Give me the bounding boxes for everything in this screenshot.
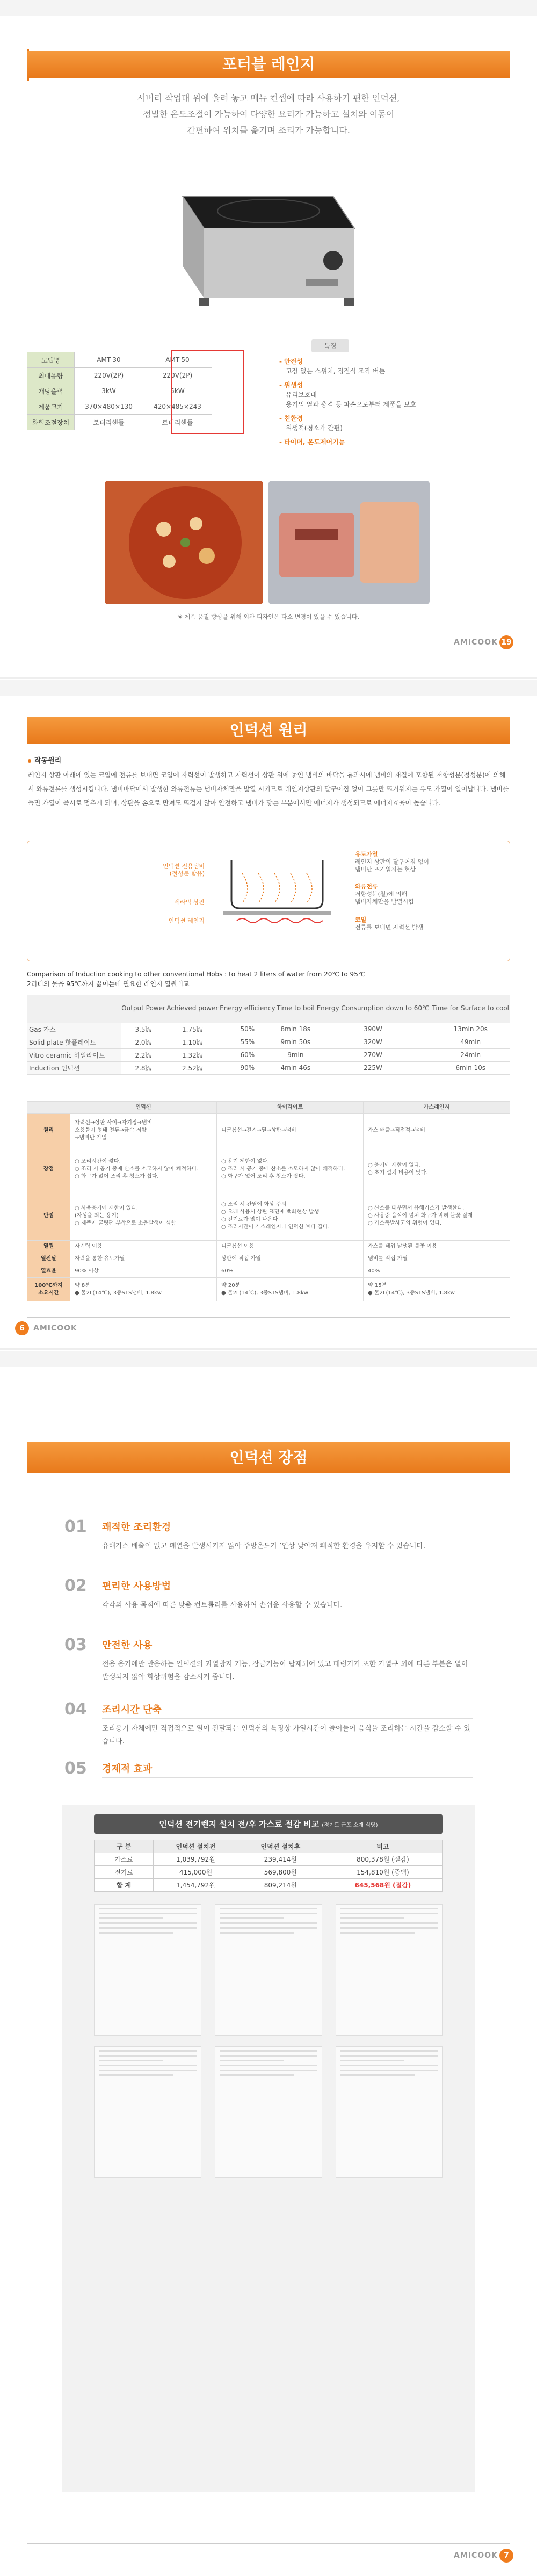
advantage-title: 안전한 사용 xyxy=(102,1640,153,1651)
advantage-title: 쾌적한 조리환경 xyxy=(102,1522,171,1533)
label-ceramic: 세라믹 상판 xyxy=(174,899,205,906)
comparison-detail-table xyxy=(27,1101,510,1301)
col-header: 인덕션 설치전 xyxy=(154,1840,238,1853)
label-induction-heating xyxy=(355,851,484,873)
advantage-item xyxy=(64,1759,473,1786)
spec-label: 최대용량 xyxy=(27,368,75,383)
advantage-item xyxy=(64,1700,473,1759)
spec-cell: 로터리핸들 xyxy=(143,415,212,430)
induction-diagram xyxy=(27,841,510,961)
advantage-body: 각각의 사용 목적에 따른 맞춤 컨트롤러를 사용하여 손쉬운 사용할 수 있습니다. xyxy=(102,1601,343,1609)
label-desc: 레인지 상판의 달구어짐 없이 냄비만 뜨거워지는 현상 xyxy=(355,858,430,873)
brand-logo: AMICOOK xyxy=(454,638,498,647)
row-label: 장점 xyxy=(27,1147,70,1191)
col-header: 인덕션 설치후 xyxy=(238,1840,323,1853)
feature-desc: 유리보호대 xyxy=(286,391,317,399)
table-row xyxy=(27,1114,510,1147)
table-row xyxy=(27,1036,510,1048)
advantage-body: 유해가스 배출이 없고 폐열을 발생시키지 않아 주방온도가 ’인상 낮아져 쾌적한 환경을 유지할 수 있습니다. xyxy=(102,1542,425,1550)
feature-title: - 안전성 xyxy=(279,358,303,365)
receipt-image xyxy=(94,2046,201,2178)
cell: ○ 용기에 제한이 없다. ○ 초기 설치 비용이 낮다. xyxy=(364,1147,510,1191)
spec-cell: 370×480×130 xyxy=(75,399,143,415)
col-header: 하이라이트 xyxy=(217,1102,364,1114)
section-title: 작동원리 xyxy=(34,757,62,765)
spec-cell: 로터리핸들 xyxy=(75,415,143,430)
table-row xyxy=(27,1191,510,1241)
savings-note: (경기도 군포 소재 식당) xyxy=(322,1822,378,1828)
cell: 60% xyxy=(217,1265,364,1278)
cell: 약 15분 ● 물2L(14℃), 3중STS냄비, 1.8kw xyxy=(364,1278,510,1301)
cell: 809,214원 xyxy=(238,1879,323,1892)
cell: 60% xyxy=(219,1048,276,1061)
cell: 40% xyxy=(364,1265,510,1278)
advantages-list xyxy=(64,1517,473,1786)
feature-item xyxy=(279,357,505,376)
label-title: 유도가열 xyxy=(355,851,378,858)
cell: 13min 20s xyxy=(431,1023,510,1036)
advantage-number: 02 xyxy=(64,1576,87,1595)
page-separator xyxy=(0,1348,537,1350)
cell: 전기료 xyxy=(95,1866,154,1879)
cell: 239,414원 xyxy=(238,1853,323,1866)
savings-table xyxy=(94,1840,443,1892)
row-label: 원리 xyxy=(27,1114,70,1147)
row-label: 열전달 xyxy=(27,1253,70,1265)
intro-line: 정밀한 온도조절이 가능하여 다양한 요리가 가능하고 설치와 이동이 xyxy=(142,109,395,119)
table-header-row xyxy=(27,1102,510,1114)
label-desc: 전류를 보내면 자력선 발생 xyxy=(355,924,424,931)
advantage-title: 경제적 효과 xyxy=(102,1763,153,1775)
brand-logo: AMICOOK xyxy=(454,2551,498,2560)
advantage-item xyxy=(64,1636,473,1700)
spec-cell: 3kW xyxy=(75,383,143,399)
page-number: 19 xyxy=(499,635,513,649)
spec-cell: 420×485×243 xyxy=(143,399,212,415)
table-row xyxy=(27,1278,510,1301)
spec-cell: AMT-30 xyxy=(75,352,143,368)
cell: 자력을 통한 유도가열 xyxy=(70,1253,217,1265)
col-header: 인덕션 xyxy=(70,1102,217,1114)
table-row xyxy=(27,1241,510,1253)
cell: 합 계 xyxy=(95,1879,154,1892)
feature-desc: 용기의 열과 충격 등 파손으로부터 제품을 보호 xyxy=(286,401,417,408)
cell: Gas 가스 xyxy=(27,1023,121,1036)
footer-line xyxy=(27,2543,510,2544)
advantage-number: 01 xyxy=(64,1517,87,1536)
cell: 320W xyxy=(315,1036,431,1048)
cell: 90% xyxy=(219,1061,276,1074)
cell: 2.2㎾ xyxy=(121,1048,166,1061)
label-title: 코일 xyxy=(355,916,367,923)
divider xyxy=(102,1718,473,1719)
cell: 390W xyxy=(315,1023,431,1036)
intro-text xyxy=(64,90,473,139)
cell: 9min 50s xyxy=(276,1036,315,1048)
page-title: 인덕션 장점 xyxy=(27,1442,510,1473)
cell: ○ 용기 제한이 없다. ○ 조리 시 공기 중에 산소를 소모하지 않아 쾌적하다. ○ 화구가 없어 조리 후 청소가 쉽다. xyxy=(217,1147,364,1191)
cell: 가스를 태워 발생된 불꽃 이용 xyxy=(364,1241,510,1253)
cell: 225W xyxy=(315,1061,431,1074)
page-title: 인덕션 원리 xyxy=(27,717,510,744)
page-title: 포터블 레인지 xyxy=(27,51,510,78)
cell: 800,378원 (절감) xyxy=(323,1853,442,1866)
advantage-number: 04 xyxy=(64,1700,87,1719)
cell: Solid plate 핫플레이트 xyxy=(27,1036,121,1048)
cell: 가스료 xyxy=(95,1853,154,1866)
spec-label: 개당출력 xyxy=(27,383,75,399)
row-label: 열효율 xyxy=(27,1265,70,1278)
cell: 상판에 직접 가열 xyxy=(217,1253,364,1265)
label-range: 인덕션 레인지 xyxy=(168,917,205,924)
table-row xyxy=(95,1866,443,1879)
cell: ○ 사용용기에 제한이 있다. (자성을 띄는 용기) ○ 제품에 쿨링팬 부착으로 소음발생이 심함 xyxy=(70,1191,217,1241)
feature-desc: 고장 없는 스위치, 정전식 조작 버튼 xyxy=(286,367,386,375)
pot-diagram-icon xyxy=(221,852,333,932)
cell: 니크롬선 이용 xyxy=(217,1241,364,1253)
cell: 90% 이상 xyxy=(70,1265,217,1278)
cell: 가스 배출→직접적→냄비 xyxy=(364,1114,510,1147)
cell: 1.75㎾ xyxy=(166,1023,219,1036)
cell: 약 20분 ● 물2L(14℃), 3중STS냄비, 1.8kw xyxy=(217,1278,364,1301)
spec-cell: 220V(2P) xyxy=(75,368,143,383)
advantage-body: 전용 용기에만 반응하는 인덕션의 과열방지 기능, 잠금기능이 탑재되어 있고 데렁기기 또한 가열구 외에 다른 부분은 열이 발생되지 않아 화상위험을 감소시켜 줍니다. xyxy=(102,1660,468,1681)
cell: 49min xyxy=(431,1036,510,1048)
cell: 8min 18s xyxy=(276,1023,315,1036)
label-desc: 저항성분(철)에 의해 냄비자체만을 발열시킴 xyxy=(355,891,414,905)
cell: 270W xyxy=(315,1048,431,1061)
advantage-title: 편리한 사용방법 xyxy=(102,1581,171,1592)
cell: 1,039,792원 xyxy=(154,1853,238,1866)
cell: 645,568원 (절감) xyxy=(323,1879,442,1892)
cell: 자기력 이용 xyxy=(70,1241,217,1253)
cell: 2.0㎾ xyxy=(121,1036,166,1048)
cell: 569,800원 xyxy=(238,1866,323,1879)
divider xyxy=(102,1777,473,1778)
label-title: 와류전류 xyxy=(355,883,378,890)
table-row xyxy=(27,1147,510,1191)
receipt-image xyxy=(336,2046,443,2178)
savings-title xyxy=(94,1814,443,1834)
feature-desc: 위생적(청소가 간편) xyxy=(286,424,343,432)
cell: 415,000원 xyxy=(154,1866,238,1879)
col-header: 가스레인지 xyxy=(364,1102,510,1114)
cell: 1,454,792원 xyxy=(154,1879,238,1892)
label-coil xyxy=(355,916,484,931)
col-header: 비고 xyxy=(323,1840,442,1853)
cell: 3.5㎾ xyxy=(121,1023,166,1036)
cell: 55% xyxy=(219,1036,276,1048)
feature-title: - 위생성 xyxy=(279,381,303,389)
cell: 1.32㎾ xyxy=(166,1048,219,1061)
cell: 약 8분 ● 물2L(14℃), 3중STS냄비, 1.8kw xyxy=(70,1278,217,1301)
cell: 4min 46s xyxy=(276,1061,315,1074)
cell: 니크롬선→전기→열→상판→냄비 xyxy=(217,1114,364,1147)
table-row xyxy=(27,1253,510,1265)
highlight-box xyxy=(171,350,244,434)
label-pot: 인덕션 전용냄비 (철성분 함유) xyxy=(163,863,205,877)
receipt-image xyxy=(215,1904,322,2036)
label-eddy-current xyxy=(355,883,484,906)
portable-range-image xyxy=(161,148,365,320)
spec-label: 제품크기 xyxy=(27,399,75,415)
food-image-vacuum xyxy=(268,481,430,604)
table-row xyxy=(27,1023,510,1036)
page-header-strip xyxy=(0,1351,537,1367)
spec-label: 화력조절장치 xyxy=(27,415,75,430)
caption-en: Comparison of Induction cooking to other conventional Hobs : to heat 2 liters of water from 20℃ to 95℃ xyxy=(27,971,366,978)
advantage-title: 조리시간 단축 xyxy=(102,1704,162,1716)
table-row xyxy=(27,1048,510,1061)
col-header: Energy Consumption down to 60℃ xyxy=(315,995,431,1023)
cell: 자력선→상판 사이→자기장→냄비 소용돌이 형태 전류→금속 저항 →냄비만 가열 xyxy=(70,1114,217,1147)
principle-text: 레인지 상판 아래에 있는 코일에 전류를 보내면 코일에 자력선이 발생하고 자력선이 상판 위에 놓인 냄비의 바닥을 통과시에 냄비의 재질에 포함된 저항성분(철성분)에 의해서 와류전류를 생성시킵니다. 냄비바닥에서 발생한 와류전류는 냄비자체만을 발열 시키므로 레인지상판의 달구어짐 없이 그릇만 뜨거워지는 유도 가열이 일어납니다. 냄비를 들면 가열이 즉시로 멈추게 되며, 상판을 손으로 만져도 뜨겁지 않아 안전하고 냄비가 닿는 부분에서만 에너지가 생성되므로 에너지효율이 높습니다. xyxy=(28,771,509,807)
savings-title-text: 인덕션 전기렌지 설치 전/후 가스료 절감 비교 xyxy=(159,1819,320,1829)
intro-line: 간편하여 위치를 옮기며 조리가 가능합니다. xyxy=(187,125,350,135)
col-header xyxy=(27,995,121,1023)
feature-item xyxy=(279,380,505,409)
intro-line: 서버리 작업대 위에 올려 놓고 메뉴 컨셉에 따라 사용하기 편한 인덕션, xyxy=(137,93,400,103)
bullet-icon xyxy=(28,759,31,763)
cell: 2.52㎾ xyxy=(166,1061,219,1074)
row-label: 100℃까지 소요시간 xyxy=(27,1278,70,1301)
page-number: 6 xyxy=(15,1321,29,1335)
feature-title: - 친환경 xyxy=(279,415,303,422)
table-header-row xyxy=(95,1840,443,1853)
row-label: 열원 xyxy=(27,1241,70,1253)
spec-label: 모델명 xyxy=(27,352,75,368)
cell: ○ 조리시간이 짧다. ○ 조리 시 공기 중에 산소를 소모하지 않아 쾌적하다. ○ 화구가 없어 조리 후 청소가 쉽다. xyxy=(70,1147,217,1191)
caption-ko: 2리터의 물을 95℃까지 끓이는데 필요한 레인지 열원비교 xyxy=(27,980,190,988)
section-heading xyxy=(28,755,61,765)
cell: 24min xyxy=(431,1048,510,1061)
advantage-item xyxy=(64,1517,473,1576)
cell: 1.10㎾ xyxy=(166,1036,219,1048)
feature-item xyxy=(279,414,505,433)
table-header-row xyxy=(27,995,510,1023)
features-list xyxy=(279,357,505,447)
footer-line xyxy=(27,1317,510,1318)
advantage-item xyxy=(64,1576,473,1636)
cell: Vitro ceramic 하일라이트 xyxy=(27,1048,121,1061)
col-header: 구 분 xyxy=(95,1840,154,1853)
cell: ○ 산소를 태우면서 유해가스가 발생한다. ○ 사용중 음식이 넘쳐 화구가 막혀 불꽃 잘재 ○ 가스폭발사고의 위험이 있다. xyxy=(364,1191,510,1241)
advantage-body: 조리용기 자체에만 직접적으로 열이 전달되는 인덕션의 특징상 가열시간이 줄어들어 음식을 조리하는 시간을 감소할 수 있습니다. xyxy=(102,1725,470,1746)
page-header-strip xyxy=(0,0,537,16)
col-header: Time to boil xyxy=(276,995,315,1023)
col-header: Achieved power xyxy=(166,995,219,1023)
cell: 냄비를 직접 가열 xyxy=(364,1253,510,1265)
table-row xyxy=(95,1879,443,1892)
col-header: Time for Surface to cool xyxy=(431,995,510,1023)
cell: ○ 조리 시 간열에 화상 주의 ○ 오래 사용시 상판 표면에 백화현상 발생 ○ 전기료가 많이 나온다 ○ 조리시간이 가스레인지나 인덕션 보다 길다. xyxy=(217,1191,364,1241)
food-image-pan xyxy=(105,481,263,604)
feature-title: - 타이머, 온도제어기능 xyxy=(279,438,345,446)
receipt-image xyxy=(215,2046,322,2178)
col-header xyxy=(27,1102,70,1114)
receipt-image xyxy=(336,1904,443,2036)
comparison-caption xyxy=(27,969,510,989)
cell: 9min xyxy=(276,1048,315,1061)
table-row xyxy=(27,1061,510,1074)
cell: 2.8㎾ xyxy=(121,1061,166,1074)
table-row xyxy=(95,1853,443,1866)
advantage-number: 03 xyxy=(64,1636,87,1654)
col-header: Output Power xyxy=(121,995,166,1023)
cell: 154,810원 (증액) xyxy=(323,1866,442,1879)
row-label: 단점 xyxy=(27,1191,70,1241)
features-title: 특징 xyxy=(311,339,349,352)
spec-cell: 5kW xyxy=(143,383,212,399)
comparison-table xyxy=(27,995,510,1075)
receipt-image xyxy=(94,1904,201,2036)
brand-logo: AMICOOK xyxy=(33,1324,77,1333)
disclaimer: ※ 제품 품질 향상을 위해 외관 디자인은 다소 변경이 있을 수 있습니다. xyxy=(177,613,360,620)
col-header: Energy efficiency xyxy=(219,995,276,1023)
feature-item xyxy=(279,437,505,447)
advantage-number: 05 xyxy=(64,1759,87,1778)
page-number: 7 xyxy=(499,2549,513,2563)
cell: 50% xyxy=(219,1023,276,1036)
spec-cell: 220V(2P) xyxy=(143,368,212,383)
spec-cell: AMT-50 xyxy=(143,352,212,368)
page-header-strip xyxy=(0,680,537,696)
cell: Induction 인덕션 xyxy=(27,1061,121,1074)
page-separator xyxy=(0,677,537,679)
table-row xyxy=(27,1265,510,1278)
cell: 6min 10s xyxy=(431,1061,510,1074)
